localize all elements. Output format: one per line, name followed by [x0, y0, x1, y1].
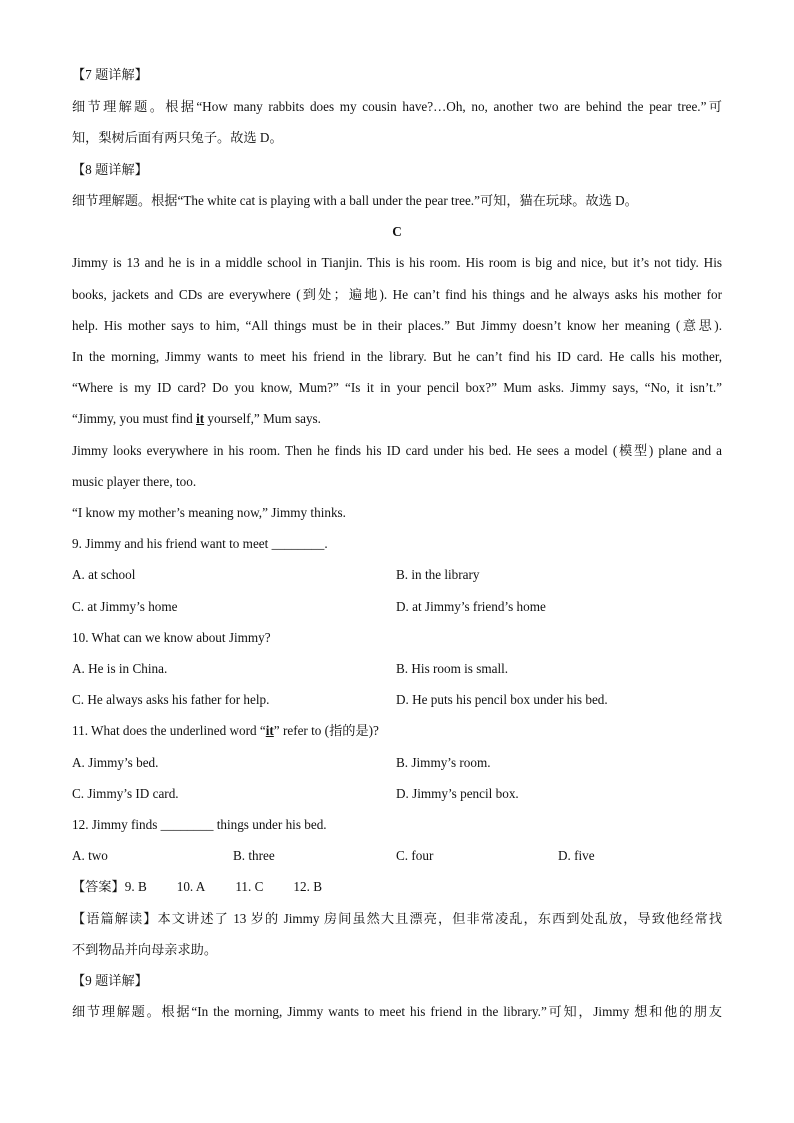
question-10-option-b: B. His room is small.: [396, 661, 509, 676]
answer-key: [72, 878, 722, 896]
passage-line-5: “Where is my ID card? Do you know, Mum?” “Is it in your pencil box?” Mum asks. Jimmy says, “No, it isn’t.”: [72, 380, 722, 395]
passage-title: C: [392, 224, 402, 239]
q8-header: 【8 题详解】: [72, 162, 148, 177]
answer-item: 11. C: [235, 879, 264, 894]
passage-line-6-end: yourself,” Mum says.: [204, 411, 321, 426]
interpretation-line-2: 不到物品并向母亲求助。: [72, 942, 218, 957]
passage-line-1: Jimmy is 13 and he is in a middle school in Tianjin. This is his room. His room is big and nice, but it’s not tidy. His: [72, 255, 722, 270]
q7-explanation-line-1: 细节理解题。根据“How many rabbits does my cousin have?…Oh, no, another two are behind the pear tree.”可: [72, 99, 722, 114]
answer-item: 9. B: [124, 879, 147, 894]
question-12-option-b: B. three: [233, 848, 275, 863]
question-12-option-d: D. five: [558, 848, 595, 863]
question-12-option-c: C. four: [396, 848, 434, 863]
passage-line-8: music player there, too.: [72, 474, 197, 489]
question-11-underlined-it: it: [265, 723, 274, 738]
answer-item: 12. B: [293, 879, 322, 894]
question-12-stem: [72, 816, 722, 834]
question-11-option-b: B. Jimmy’s room.: [396, 755, 491, 770]
question-10-stem: 10. What can we know about Jimmy?: [72, 630, 271, 645]
question-9-option-c: C. at Jimmy’s home: [72, 599, 178, 614]
question-9-stem: 9. Jimmy and his friend want to meet ________.: [72, 536, 328, 551]
question-9-option-b: B. in the library: [396, 567, 480, 582]
question-11-stem-end: ” refer to (指的是)?: [273, 723, 379, 738]
passage-line-9: “I know my mother’s meaning now,” Jimmy thinks.: [72, 505, 346, 520]
passage-line-6-start: “Jimmy, you must find: [72, 411, 197, 426]
passage-line-7: Jimmy looks everywhere in his room. Then he finds his ID card under his bed. He sees a model (模型) plane and a: [72, 443, 722, 458]
question-11-option-d: D. Jimmy’s pencil box.: [396, 786, 519, 801]
question-9-option-a: A. at school: [72, 567, 136, 582]
question-9-option-d: D. at Jimmy’s friend’s home: [396, 599, 546, 614]
q9-detail-line-1: 细节理解题。根据“In the morning, Jimmy wants to meet his friend in the library.”可知，Jimmy 想和他的朋友: [72, 1004, 722, 1019]
question-12-blank: ________: [160, 817, 214, 832]
question-12-stem-end: things under his bed.: [213, 817, 327, 832]
interpretation-text: 本文讲述了 13 岁的 Jimmy 房间虽然大且漂亮，但非常凌乱，东西到处乱放，导致他经常找: [157, 911, 723, 926]
passage-line-3: help. His mother says to him, “All things must be in their places.” But Jimmy doesn’t know her meaning (意思).: [72, 318, 722, 333]
question-12-option-a: A. two: [72, 848, 108, 863]
interpretation-label: 【语篇解读】: [72, 911, 158, 926]
answer-item: 10. A: [176, 879, 206, 894]
question-12-stem-start: 12. Jimmy finds: [72, 817, 161, 832]
passage-line-6: [72, 410, 722, 428]
question-10-option-c: C. He always asks his father for help.: [72, 692, 270, 707]
question-11-stem-start: 11. What does the underlined word “: [72, 723, 266, 738]
q8-explanation-line-1: 细节理解题。根据“The white cat is playing with a ball under the pear tree.”可知，猫在玩球。故选 D。: [72, 193, 638, 208]
question-10-option-a: A. He is in China.: [72, 661, 168, 676]
q7-header: 【7 题详解】: [72, 67, 148, 82]
passage-line-2: books, jackets and CDs are everywhere (到处；遍地). He can’t find his things and he always asks his mother for: [72, 287, 722, 302]
interpretation-line-1: [72, 910, 722, 928]
underlined-word-it: it: [196, 411, 205, 426]
question-11-stem: [72, 722, 722, 740]
passage-line-4: In the morning, Jimmy wants to meet his friend in the library. But he can’t find his ID card. He calls his mother,: [72, 349, 722, 364]
question-11-option-a: A. Jimmy’s bed.: [72, 755, 159, 770]
question-11-option-c: C. Jimmy’s ID card.: [72, 786, 179, 801]
answer-label: 【答案】: [72, 879, 125, 894]
q7-explanation-line-2: 知，梨树后面有两只兔子。故选 D。: [72, 130, 283, 145]
q9-detail-header: 【9 题详解】: [72, 973, 148, 988]
question-10-option-d: D. He puts his pencil box under his bed.: [396, 692, 608, 707]
